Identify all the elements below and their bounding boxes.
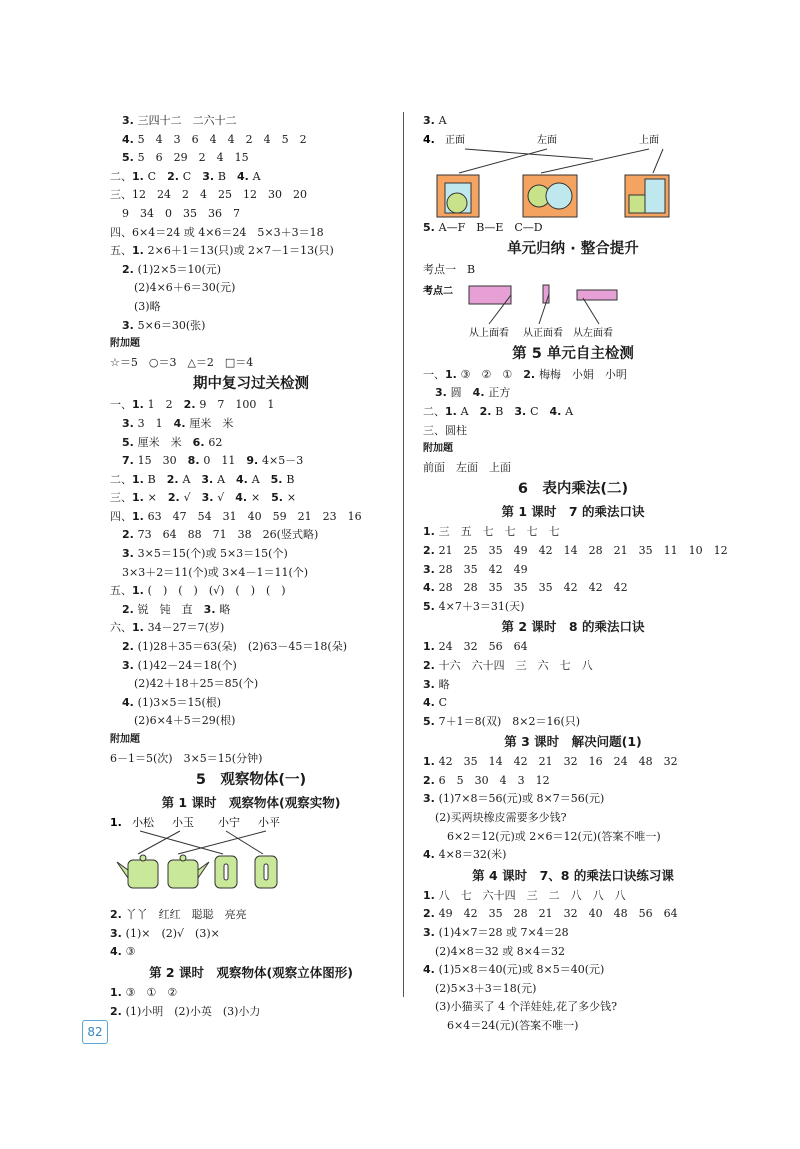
extra-label: 附加题 bbox=[423, 443, 453, 455]
answer-line: 二、1. B 2. A 3. A 4. A 5. B bbox=[110, 472, 295, 486]
answer-line: 6×4＝24(元)(答案不唯一) bbox=[447, 1019, 579, 1032]
answer-line: 3. (1)7×8＝56(元)或 8×7＝56(元) bbox=[423, 792, 605, 806]
match-line bbox=[583, 298, 599, 324]
answer-line: 4. (1)5×8＝40(元)或 8×5＝40(元) bbox=[423, 963, 605, 977]
view-shape-front bbox=[543, 285, 549, 303]
answer-line: 5. 7＋1＝8(双) 8×2＝16(只) bbox=[423, 714, 581, 728]
lesson-title: 第 2 课时 8 的乘法口诀 bbox=[501, 619, 645, 635]
answer-line: 1. ③ ① ② bbox=[110, 985, 178, 999]
answer-line: (2)42＋18＋25＝85(个) bbox=[134, 677, 259, 691]
answer-line: 3. 28 35 42 49 bbox=[423, 562, 528, 576]
answer-line: 2. 十六 六十四 三 六 七 八 bbox=[423, 658, 593, 672]
answer-line: 3. 5×6＝30(张) bbox=[122, 318, 206, 332]
match-line bbox=[140, 831, 223, 854]
answer-line: 三、1. × 2. √ 3. √ 4. × 5. × bbox=[110, 491, 297, 505]
teapot-body bbox=[168, 860, 198, 888]
answer-line: 2. (1)小明 (2)小英 (3)小力 bbox=[110, 1004, 261, 1018]
kaodian-label: 考点二 bbox=[423, 285, 453, 297]
answer-line: 一、1. ③ ② ① 2. 梅梅 小娟 小明 bbox=[423, 367, 627, 381]
answer-line: 4. (1)3×5＝15(根) bbox=[122, 695, 222, 709]
teapot-spout bbox=[117, 862, 128, 878]
teapot-icon bbox=[117, 855, 158, 888]
answer-line: 3. 略 bbox=[423, 677, 450, 691]
match-line bbox=[226, 831, 263, 854]
teapot-icon bbox=[215, 856, 237, 888]
lesson-title: 第 1 课时 7 的乘法口诀 bbox=[501, 504, 645, 520]
answer-line: 5. 4×7＋3＝31(天) bbox=[423, 599, 525, 613]
answer-line: (3)略 bbox=[134, 299, 161, 313]
answer-line: 前面 左面 上面 bbox=[423, 460, 511, 474]
section-title: 期中复习过关检测 bbox=[193, 376, 309, 393]
answer-line: 3. (1)42－24＝18(个) bbox=[122, 658, 237, 672]
teapot-handle bbox=[264, 864, 268, 880]
section-title: 5 观察物体(一) bbox=[195, 772, 307, 789]
answer-line: 2. 49 42 35 28 21 32 40 48 56 64 bbox=[423, 907, 678, 921]
match-line bbox=[138, 831, 180, 854]
answer-line: 4. 28 28 35 35 35 42 42 42 bbox=[423, 581, 628, 595]
answer-line: 2. 6 5 30 4 3 12 bbox=[423, 773, 550, 787]
answer-line: 3. 3 1 4. 厘米 米 bbox=[122, 416, 234, 430]
answer-line: 1. 三 五 七 七 七 七 bbox=[423, 525, 560, 539]
answer-line: (2)4×6＋6＝30(元) bbox=[134, 281, 236, 295]
answer-line: 2. (1)2×5＝10(元) bbox=[122, 262, 222, 276]
name-label: 小平 bbox=[258, 816, 280, 830]
teapot-lid bbox=[140, 855, 146, 861]
answer-line: 二、1. A 2. B 3. C 4. A bbox=[423, 404, 574, 418]
view-caption: 从左面看 bbox=[573, 327, 613, 339]
view-circle bbox=[447, 193, 467, 213]
section-title: 第 5 单元自主检测 bbox=[512, 345, 634, 362]
column-divider bbox=[403, 112, 404, 997]
view-rect bbox=[629, 195, 645, 213]
answer-line: 四、6×4＝24 或 4×6＝24 5×3＋3＝18 bbox=[110, 225, 324, 239]
lesson-title: 第 4 课时 7、8 的乘法口诀练习课 bbox=[472, 867, 674, 883]
match-line bbox=[178, 831, 266, 854]
match-line bbox=[541, 149, 649, 173]
teapot-icon bbox=[255, 856, 277, 888]
answer-line: 2. 21 25 35 49 42 14 28 21 35 11 10 12 bbox=[423, 543, 728, 557]
answer-line: 2. 73 64 88 71 38 26(竖式略) bbox=[122, 528, 319, 542]
answer-line: 六、1. 34－27＝7(岁) bbox=[110, 621, 225, 635]
answer-line: 4. 5 4 3 6 4 4 2 4 5 2 bbox=[122, 132, 307, 146]
answer-line: 6×2＝12(元)或 2×6＝12(元)(答案不唯一) bbox=[447, 829, 661, 843]
answer-line: 考点一 B bbox=[423, 263, 476, 277]
view-rect bbox=[645, 179, 665, 213]
answer-line: (2)6×4＋5＝29(根) bbox=[134, 714, 236, 728]
view-caption: 从上面看 bbox=[469, 327, 509, 339]
answer-line: 4. 4×8＝32(米) bbox=[423, 848, 507, 862]
lesson-title: 第 1 课时 观察物体(观察实物) bbox=[161, 795, 341, 811]
view-caption: 从正面看 bbox=[523, 327, 563, 339]
answer-line: 4. ③ bbox=[110, 945, 136, 959]
teapot-spout bbox=[198, 862, 209, 878]
fig-views-matching bbox=[423, 131, 723, 219]
extra-label: 附加题 bbox=[110, 338, 140, 350]
teapot-body bbox=[128, 860, 158, 888]
fig-kaodian2 bbox=[423, 280, 723, 342]
name-label: 小玉 bbox=[172, 816, 194, 830]
match-line bbox=[653, 149, 663, 173]
lesson-title: 第 2 课时 观察物体(观察立体图形) bbox=[149, 964, 353, 980]
fig1-number: 1. bbox=[110, 816, 122, 830]
answer-line: 2. 丫丫 红红 聪聪 亮亮 bbox=[110, 908, 247, 922]
answer-line: 一、1. 1 2 2. 9 7 100 1 bbox=[110, 398, 275, 412]
name-label: 小松 bbox=[132, 816, 154, 830]
answer-line: 四、1. 63 47 54 31 40 59 21 23 16 bbox=[110, 509, 362, 523]
answer-line: 1. 八 七 六十四 三 二 八 八 八 bbox=[423, 888, 626, 902]
answer-line: 2. (1)28＋35＝63(朵) (2)63－45＝18(朵) bbox=[122, 640, 347, 654]
lesson-title: 第 3 课时 解决问题(1) bbox=[504, 734, 642, 750]
view-circle bbox=[546, 183, 572, 209]
answer-line: 5. A—F B—E C—D bbox=[423, 220, 543, 234]
view-label: 正面 bbox=[445, 134, 465, 146]
page-number: 82 bbox=[82, 1020, 108, 1044]
teapot-handle bbox=[224, 864, 228, 880]
teapot-lid bbox=[180, 855, 186, 861]
fig2-number: 4. bbox=[423, 132, 435, 146]
extra-label: 附加题 bbox=[110, 734, 140, 745]
answer-line: 1. 42 35 14 42 21 32 16 24 48 32 bbox=[423, 755, 678, 769]
section-title: 6 表内乘法(二) bbox=[517, 481, 629, 498]
answer-line: 3. (1)4×7＝28 或 7×4＝28 bbox=[423, 926, 569, 940]
match-line bbox=[459, 149, 547, 173]
answer-line: 3. A bbox=[423, 114, 447, 127]
view-shape-top bbox=[469, 286, 511, 304]
right-column bbox=[423, 112, 728, 1036]
answer-line: 3. 圆 4. 正方 bbox=[435, 386, 511, 400]
answer-line: 3. (1)× (2)√ (3)× bbox=[110, 926, 220, 940]
answer-line: 9 34 0 35 36 7 bbox=[122, 206, 240, 220]
answer-line: 6－1＝5(次) 3×5＝15(分钟) bbox=[110, 751, 263, 765]
name-label: 小宁 bbox=[218, 816, 240, 830]
answer-line: 3. 三四十二 二六十二 bbox=[122, 114, 237, 127]
answer-line: 五、1. 2×6＋1＝13(只)或 2×7－1＝13(只) bbox=[110, 244, 334, 258]
answer-line: 7. 15 30 8. 0 11 9. 4×5－3 bbox=[122, 454, 304, 468]
answer-line: 1. 24 32 56 64 bbox=[423, 640, 528, 654]
fig-teapots-matching bbox=[110, 814, 392, 906]
answer-line: 3×3＋2＝11(个)或 3×4－1＝11(个) bbox=[122, 565, 309, 579]
answer-line: (2)买两块橡皮需要多少钱? bbox=[435, 811, 567, 825]
view-label: 左面 bbox=[537, 134, 557, 146]
answer-line: 五、1. ( ) ( ) (√) ( ) ( ) bbox=[110, 584, 286, 598]
answer-line: 三、12 24 2 4 25 12 30 20 bbox=[110, 188, 307, 202]
answer-line: 2. 锐 钝 直 3. 略 bbox=[122, 602, 231, 616]
answer-line: (2)5×3＋3＝18(元) bbox=[435, 981, 537, 995]
answer-line: 3. 3×5＝15(个)或 5×3＝15(个) bbox=[122, 547, 288, 561]
answer-line: 三、圆柱 bbox=[423, 423, 467, 437]
answer-line: 5. 厘米 米 6. 62 bbox=[122, 435, 223, 449]
answer-line: 4. C bbox=[423, 696, 448, 710]
answer-line: 5. 5 6 29 2 4 15 bbox=[122, 151, 249, 165]
answer-line: 二、1. C 2. C 3. B 4. A bbox=[110, 169, 261, 183]
answer-line: ☆＝5 ○＝3 △＝2 □＝4 bbox=[110, 355, 254, 369]
answer-line: (2)4×8＝32 或 8×4＝32 bbox=[435, 944, 565, 958]
section-title: 单元归纳 · 整合提升 bbox=[507, 241, 639, 258]
view-label: 上面 bbox=[639, 134, 659, 146]
teapot-icon bbox=[168, 855, 209, 888]
left-column bbox=[110, 112, 392, 1021]
answer-line: (3)小猫买了 4 个洋娃娃,花了多少钱? bbox=[435, 1000, 617, 1014]
